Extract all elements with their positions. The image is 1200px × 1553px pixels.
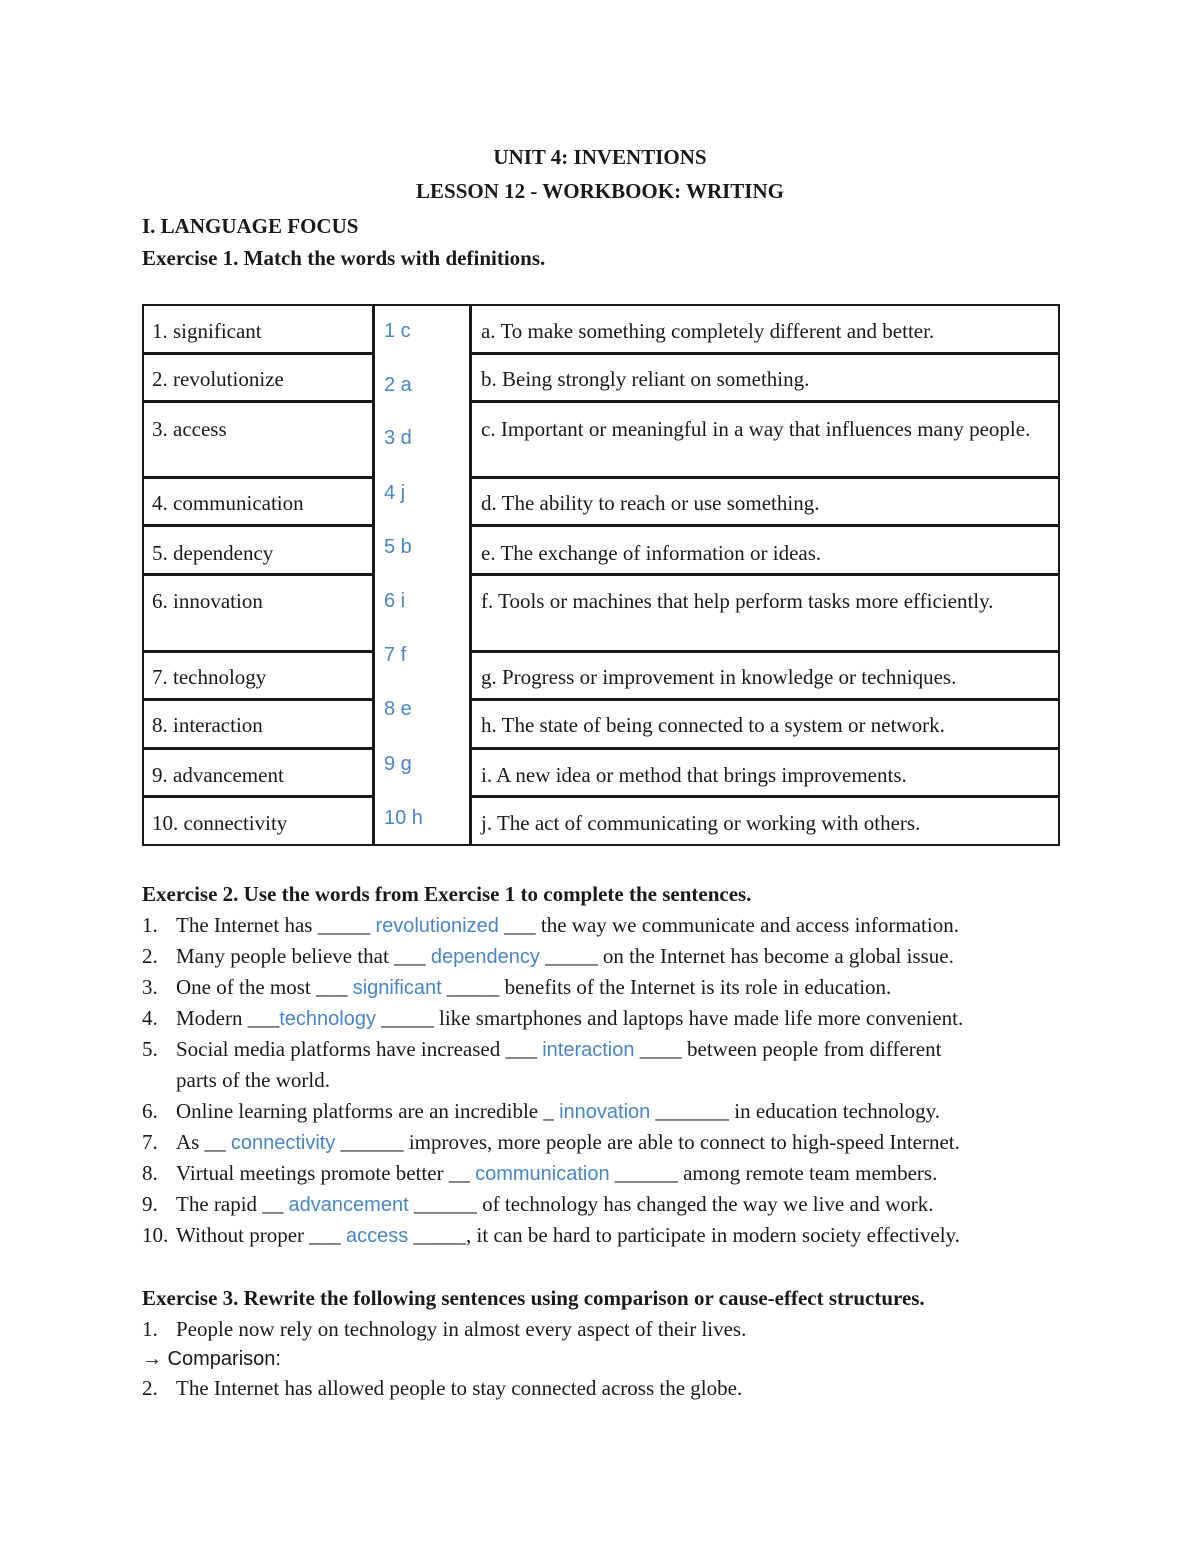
sentence-number: 5. — [142, 1037, 158, 1061]
sentence-item — [142, 1161, 937, 1186]
definition-item: h. The state of being connected to a system or network. — [481, 713, 945, 737]
sentence-item — [142, 944, 954, 969]
row-divider-right — [471, 747, 1060, 750]
sentence-after: ___ the way we communicate and access information. — [498, 913, 959, 937]
word-item: 8. interaction — [152, 713, 263, 737]
sentence-answer: significant — [352, 977, 442, 999]
sentence-before: Modern ___ — [176, 1006, 280, 1030]
answer-item: 6 i — [384, 590, 406, 612]
sentence-number: 10. — [142, 1223, 169, 1247]
definition-item: a. To make something completely different and better. — [481, 319, 935, 343]
sentence-number: 2. — [142, 944, 158, 968]
definition-item: i. A new idea or method that brings improvements. — [481, 763, 907, 787]
sentence-after: ______ of technology has changed the way we live and work. — [408, 1192, 934, 1216]
answer-item: 8 e — [384, 698, 412, 720]
sentence-before: The Internet has _____ — [176, 913, 376, 937]
sentence-item — [142, 1130, 960, 1155]
sentence-continuation: parts of the world. — [176, 1068, 330, 1092]
answer-item: 10 h — [384, 807, 423, 829]
sentence-before: One of the most ___ — [176, 975, 353, 999]
sentence-before: Online learning platforms are an incredible _ — [176, 1099, 560, 1123]
sentence-after: ______ improves, more people are able to connect to high-speed Internet. — [335, 1130, 960, 1154]
word-item: 7. technology — [152, 665, 267, 689]
sentence-item — [142, 913, 959, 938]
sentence-before: Social media platforms have increased ___ — [176, 1037, 543, 1061]
row-divider-right — [471, 698, 1060, 701]
sentence-item — [142, 975, 891, 1000]
definition-item: j. The act of communicating or working with others. — [481, 811, 921, 835]
answer-item: 3 d — [384, 427, 412, 449]
row-divider-left — [142, 795, 374, 798]
sentence-answer: innovation — [559, 1101, 651, 1123]
sentence-answer: access — [346, 1225, 409, 1247]
sentence-after: _____ on the Internet has become a global issue. — [539, 944, 954, 968]
row-divider-left — [142, 650, 374, 653]
sentence-item — [142, 1006, 963, 1031]
word-item: 3. access — [152, 417, 227, 441]
sentence-answer: dependency — [430, 946, 540, 968]
sentence-after: ____ between people from different — [634, 1037, 942, 1061]
sentence-after: _____, it can be hard to participate in modern society effectively. — [408, 1223, 960, 1247]
unit-title: UNIT 4: INVENTIONS — [493, 145, 707, 169]
sentence-item — [142, 1099, 940, 1124]
row-divider-left — [142, 400, 374, 403]
sentence-number: 4. — [142, 1006, 158, 1030]
table-border-top — [142, 304, 1060, 306]
answer-item: 9 g — [384, 753, 412, 775]
definition-item: c. Important or meaningful in a way that influences many people. — [481, 417, 1031, 441]
row-divider-right — [471, 400, 1060, 403]
row-divider-right — [471, 352, 1060, 355]
word-item: 6. innovation — [152, 589, 263, 613]
answer-item: 1 c — [384, 320, 411, 342]
section-title: I. LANGUAGE FOCUS — [142, 214, 359, 238]
sentence-answer: revolutionized — [375, 915, 499, 937]
sentence-answer: technology — [279, 1008, 376, 1030]
row-divider-right — [471, 524, 1060, 527]
exercise1-instruction: Exercise 1. Match the words with definitions. — [142, 246, 546, 270]
answer-item: 2 a — [384, 374, 412, 396]
sentence-before: Without proper ___ — [176, 1223, 347, 1247]
rewrite-item — [142, 1376, 742, 1401]
sentence-before: Many people believe that ___ — [176, 944, 431, 968]
lesson-title: LESSON 12 - WORKBOOK: WRITING — [416, 179, 784, 203]
row-divider-right — [471, 573, 1060, 576]
exercise2-instruction: Exercise 2. Use the words from Exercise 1 to complete the sentences. — [142, 882, 752, 906]
answer-item: 5 b — [384, 536, 412, 558]
word-item: 9. advancement — [152, 763, 284, 787]
rewrite-text: People now rely on technology in almost every aspect of their lives. — [176, 1317, 747, 1341]
definition-item: e. The exchange of information or ideas. — [481, 541, 822, 565]
sentence-answer: advancement — [288, 1194, 409, 1216]
sentence-item — [142, 1037, 941, 1062]
row-divider-left — [142, 573, 374, 576]
row-divider-right — [471, 650, 1060, 653]
answer-item: 7 f — [384, 644, 407, 666]
sentence-number: 9. — [142, 1192, 158, 1216]
sentence-number: 8. — [142, 1161, 158, 1185]
sentence-number: 7. — [142, 1130, 158, 1154]
definition-item: g. Progress or improvement in knowledge or techniques. — [481, 665, 957, 689]
row-divider-left — [142, 747, 374, 750]
sentence-number: 6. — [142, 1099, 158, 1123]
sentence-after: _______ in education technology. — [650, 1099, 940, 1123]
sentence-after: _____ like smartphones and laptops have made life more convenient. — [376, 1006, 964, 1030]
sentence-number: 1. — [142, 913, 158, 937]
comparison-prompt: → Comparison: — [142, 1348, 281, 1370]
row-divider-left — [142, 524, 374, 527]
sentence-answer: communication — [475, 1163, 610, 1185]
sentence-before: The rapid __ — [176, 1192, 289, 1216]
definition-item: d. The ability to reach or use something. — [481, 491, 820, 515]
definition-item: f. Tools or machines that help perform tasks more efficiently. — [481, 589, 994, 613]
sentence-item — [142, 1223, 960, 1248]
sentence-after: ______ among remote team members. — [609, 1161, 938, 1185]
sentence-before: Virtual meetings promote better __ — [176, 1161, 476, 1185]
row-divider-left — [142, 476, 374, 479]
word-item: 5. dependency — [152, 541, 274, 565]
row-divider-left — [142, 352, 374, 355]
table-border-bottom — [142, 844, 1060, 846]
sentence-item — [142, 1192, 933, 1217]
word-item: 2. revolutionize — [152, 367, 284, 391]
sentence-answer: interaction — [542, 1039, 635, 1061]
word-item: 4. communication — [152, 491, 304, 515]
rewrite-item — [142, 1317, 746, 1342]
row-divider-right — [471, 795, 1060, 798]
row-divider-left — [142, 698, 374, 701]
word-item: 1. significant — [152, 319, 262, 343]
rewrite-number: 2. — [142, 1376, 158, 1400]
definition-item: b. Being strongly reliant on something. — [481, 367, 810, 391]
rewrite-number: 1. — [142, 1317, 158, 1341]
sentence-before: As __ — [176, 1130, 231, 1154]
sentence-after: _____ benefits of the Internet is its role in education. — [441, 975, 892, 999]
rewrite-text: The Internet has allowed people to stay connected across the globe. — [176, 1376, 743, 1400]
row-divider-right — [471, 476, 1060, 479]
exercise3-instruction: Exercise 3. Rewrite the following sentences using comparison or cause-effect structures. — [142, 1286, 925, 1310]
answer-item: 4 j — [384, 482, 406, 504]
word-item: 10. connectivity — [152, 811, 288, 835]
sentence-answer: connectivity — [230, 1132, 336, 1154]
sentence-number: 3. — [142, 975, 158, 999]
